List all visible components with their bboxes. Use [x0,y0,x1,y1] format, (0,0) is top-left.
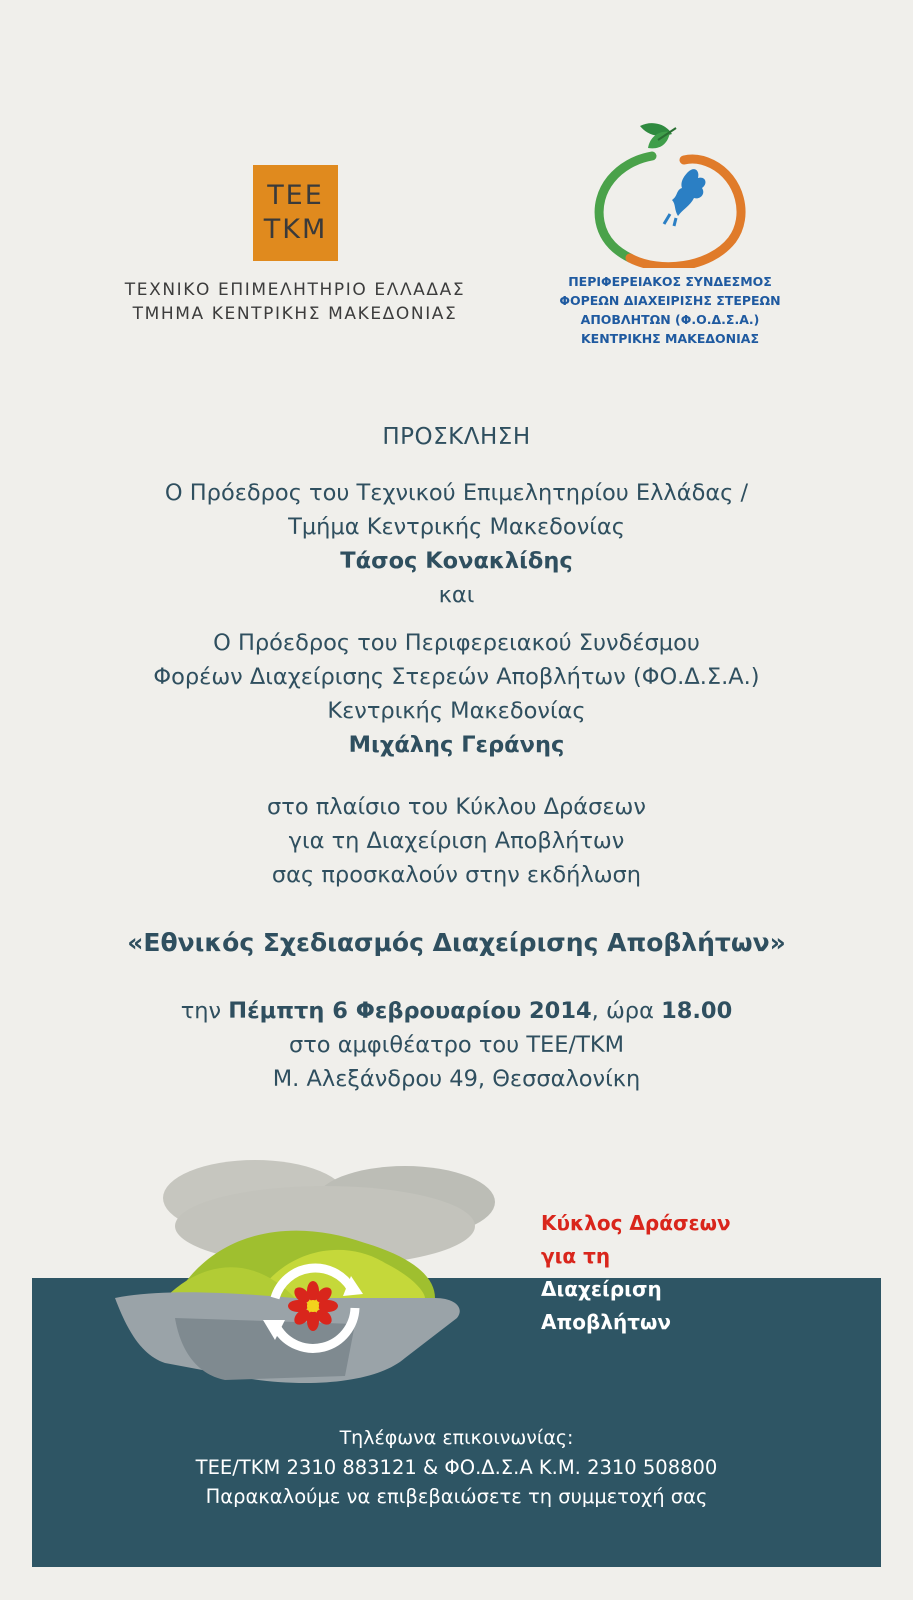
and-text: και [438,582,475,608]
date-prefix: την [180,998,229,1024]
tee-logo-line2: ΤΚΜ [263,214,328,245]
event-title: «Εθνικός Σχεδιασμός Διαχείρισης Αποβλήτων» [127,928,786,957]
contact-rsvp: Παρακαλούμε να επιβεβαιώσετε τη συμμετοχή σας [205,1485,708,1508]
intro-line1: στο πλαίσιο του Κύκλου Δράσεων [267,794,646,820]
host-2-block [0,626,913,762]
intro-line3: σας προσκαλούν στην εκδήλωση [271,862,642,888]
tee-logo-line1: ΤΕΕ [267,180,324,211]
tee-name-line1: ΤΕΧΝΙΚΟ ΕΠΙΜΕΛΗΤΗΡΙΟ ΕΛΛΑΔΑΣ [124,280,466,300]
fodsa-logo-mark [590,118,760,268]
event-datetime [0,994,913,1028]
fodsa-name-line4: ΚΕΝΤΡΙΚΗΣ ΜΑΚΕΔΟΝΙΑΣ [580,331,760,346]
recycling-hand-illustration [105,1148,535,1418]
venue-line1: στο αμφιθέατρο του ΤΕΕ/ΤΚΜ [289,1032,624,1058]
tee-name-line2: ΤΜΗΜΑ ΚΕΝΤΡΙΚΗΣ ΜΑΚΕΔΟΝΙΑΣ [132,304,458,324]
event-details [0,994,913,1096]
tee-organization-name [100,278,490,326]
fodsa-organization-name [540,272,800,348]
fodsa-name-line3: ΑΠΟΒΛΗΤΩΝ (Φ.Ο.Δ.Σ.Α.) [580,312,760,327]
event-time: 18.00 [661,998,733,1024]
event-date: Πέμπτη 6 Φεβρουαρίου 2014 [228,998,592,1024]
host-2-title-line2: Φορέων Διαχείρισης Στερεών Αποβλήτων (ΦΟ.Δ.Σ.Α.) [153,664,760,690]
fodsa-name-line1: ΠΕΡΙΦΕΡΕΙΑΚΟΣ ΣΥΝΔΕΣΜΟΣ [568,274,772,289]
host-1-title-line2: Τμήμα Κεντρικής Μακεδονίας [288,514,625,540]
invitation-intro [0,790,913,892]
host-2-title-line3: Κεντρικής Μακεδονίας [327,698,586,724]
fodsa-name-line2: ΦΟΡΕΩΝ ΔΙΑΧΕΙΡΙΣΗΣ ΣΤΕΡΕΩΝ [559,293,781,308]
cycle-label-line2: για τη [541,1244,611,1268]
invitation-heading: ΠΡΟΣΚΛΗΣΗ [382,424,531,450]
intro-line2: για τη Διαχείριση Αποβλήτων [288,828,625,854]
host-1-block [0,476,913,612]
contact-title: Τηλέφωνα επικοινωνίας: [339,1427,574,1449]
tee-tkm-logo [253,165,338,261]
host-1-name: Τάσος Κονακλίδης [340,548,573,574]
host-2-title-line1: Ο Πρόεδρος του Περιφερειακού Συνδέσμου [213,630,700,656]
venue-line2: Μ. Αλεξάνδρου 49, Θεσσαλονίκη [272,1066,641,1092]
contact-info [0,1424,913,1511]
cycle-label-line3: Διαχείριση [541,1277,662,1301]
contact-phones: ΤΕΕ/ΤΚΜ 2310 883121 & ΦΟ.Δ.Σ.Α Κ.Μ. 2310 508800 [195,1456,718,1479]
cycle-label-line1: Κύκλος Δράσεων [541,1211,731,1235]
time-prefix: , ώρα [591,998,662,1024]
cycle-label [541,1207,731,1339]
cycle-label-line4: Αποβλήτων [541,1310,672,1334]
host-2-name: Μιχάλης Γεράνης [348,732,565,758]
host-1-title-line1: Ο Πρόεδρος του Τεχνικού Επιμελητηρίου Ελλάδας / [164,480,749,506]
